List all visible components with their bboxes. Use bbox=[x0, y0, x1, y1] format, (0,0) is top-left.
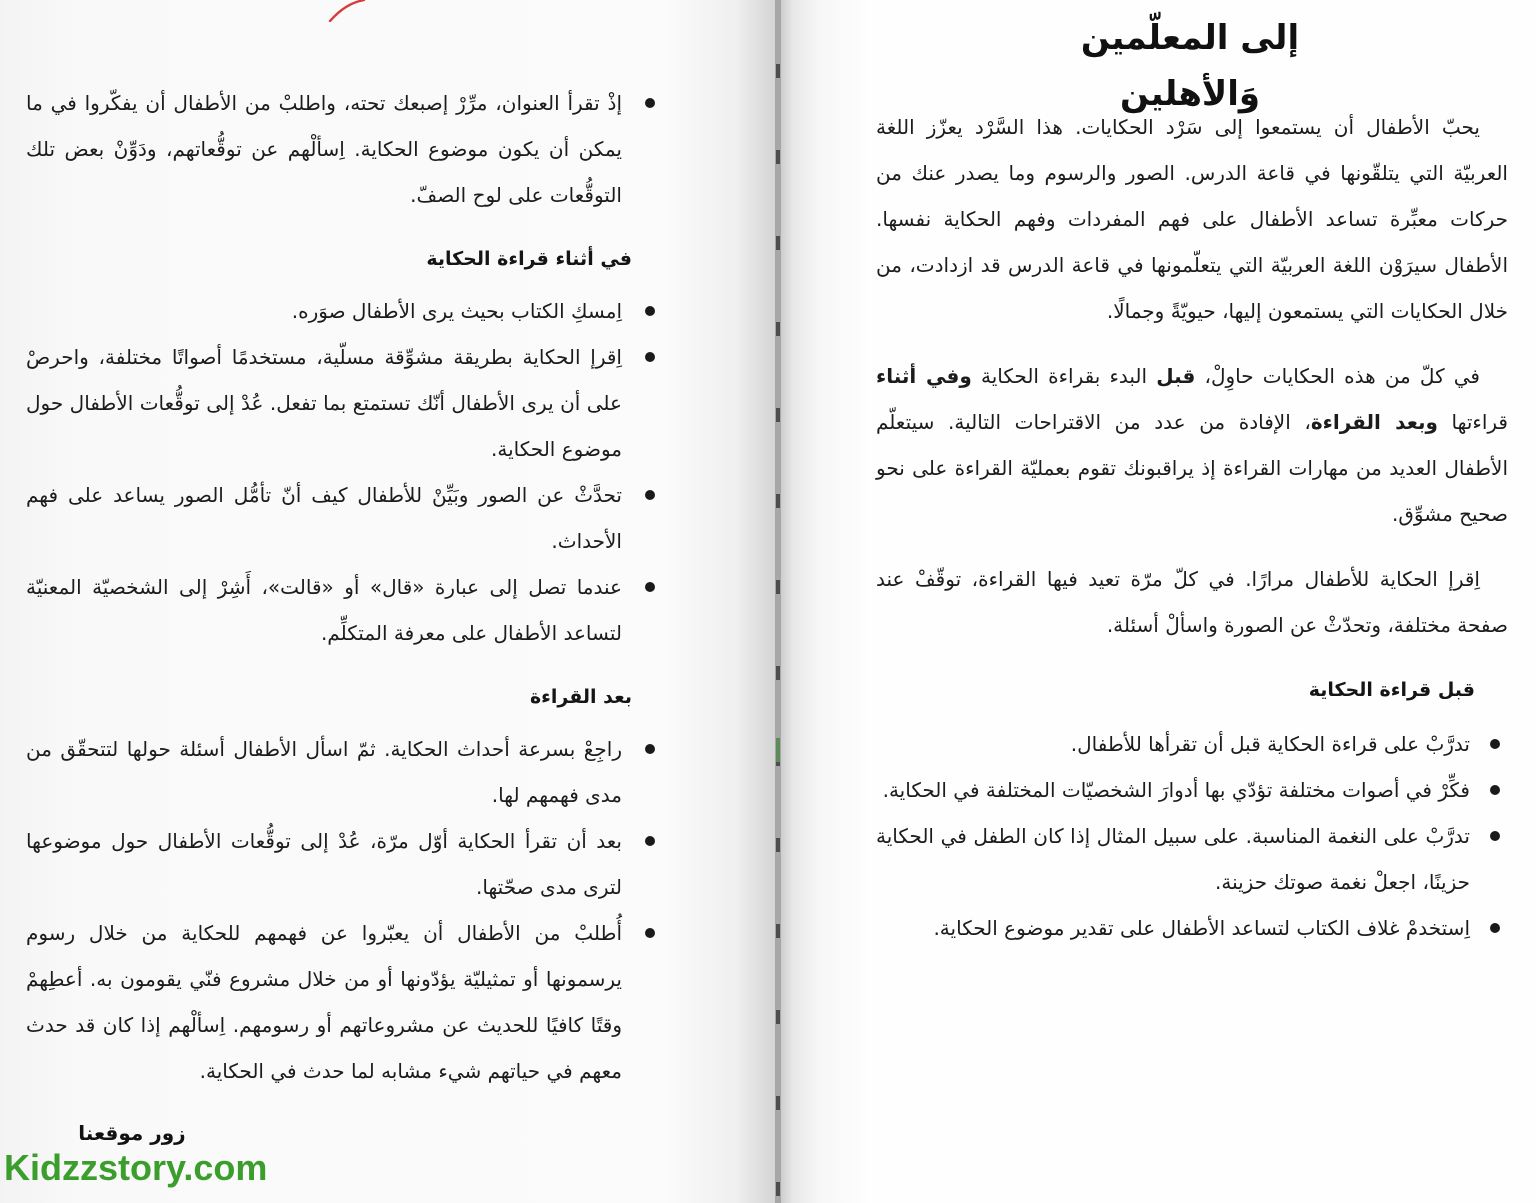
bullet-dot-icon bbox=[1490, 739, 1500, 749]
bullet-dot-icon bbox=[645, 836, 655, 846]
reread-paragraph: اِقرإ الحكاية للأطفال مرارًا. في كلّ مرّة تعيد فيها القراءة، توقّفْ عند صفحة مختلفة، وتحدّثْ عن الصورة واسألْ أسئلة. bbox=[876, 567, 1508, 637]
list-item-text: تدرَّبْ على النغمة المناسبة. على سبيل المثال إذا كان الطفل في الحكاية حزينًا، اجعلْ نغمة صوتك حزينة. bbox=[876, 824, 1470, 894]
right-page-content bbox=[876, 104, 1508, 951]
section-heading-before-reading: قبل قراءة الحكاية bbox=[1308, 679, 1475, 701]
bullet-dot-icon bbox=[645, 98, 655, 108]
section-heading-during-reading: في أثناء قراءة الحكاية bbox=[426, 248, 632, 270]
list-item-text: أُطلبْ من الأطفال أن يعبّروا عن فهمهم للحكاية من خلال رسوم يرسمونها أو تمثيليّة يؤدّونها أو من خلال مشروع فنّي يقومون به. أعطِهمْ وقتًا كافيًا للحديث عن مشروعاتهم أو رسومهم. اِسألْهم إذا كان قد حدث معهم في حياتهم شيء مشابه لما حدث في الحكاية. bbox=[26, 921, 622, 1083]
bullet-dot-icon bbox=[645, 744, 655, 754]
list-item bbox=[876, 905, 1508, 951]
paragraph-segment: قراءتها bbox=[1437, 410, 1508, 434]
bullet-dot-icon bbox=[645, 582, 655, 592]
list-item-text: إذْ تقرأ العنوان، مرِّرْ إصبعك تحته، واطلبْ من الأطفال أن يفكّروا في ما يمكن أن يكون موضوع الحكاية. اِسألْهم عن توقُّعاتهم، ودَوِّنْ بعض تلك التوقُّعات على لوح الصفّ. bbox=[26, 91, 622, 207]
list-item-text: اِمسكِ الكتاب بحيث يرى الأطفال صوَره. bbox=[291, 299, 622, 323]
list-item bbox=[26, 334, 664, 472]
bullet-dot-icon bbox=[1490, 785, 1500, 795]
list-item bbox=[26, 288, 664, 334]
watermark-site-link[interactable]: Kidzzstory.com bbox=[4, 1147, 268, 1188]
binding-thread bbox=[776, 0, 780, 1203]
intro-list bbox=[26, 80, 664, 218]
list-item-text: عندما تصل إلى عبارة «قال» أو «قالت»، أَشِرْ إلى الشخصيّة المعنيّة لتساعد الأطفال على معرفة المتكلِّم. bbox=[26, 575, 622, 645]
list-item bbox=[876, 721, 1508, 767]
list-item-text: تدرَّبْ على قراءة الحكاية قبل أن تقرأها للأطفال. bbox=[1070, 732, 1470, 756]
binding-thread-mark bbox=[776, 738, 780, 762]
list-item-text: فكِّرْ في أصوات مختلفة تؤدّي بها أدوارَ الشخصيّات المختلفة في الحكاية. bbox=[882, 778, 1470, 802]
bold-phrase-during: وفي أثناء bbox=[876, 364, 972, 388]
section-heading-after-reading: بعد القراءة bbox=[529, 686, 632, 708]
bullet-dot-icon bbox=[1490, 831, 1500, 841]
during-reading-list bbox=[26, 288, 664, 656]
list-item-text: راجِعْ بسرعة أحداث الحكاية. ثمّ اسأل الأطفال أسئلة حولها لتتحقّق من مدى فهمهم لها. bbox=[26, 737, 622, 807]
list-item bbox=[26, 818, 664, 910]
list-item-text: اِقرإ الحكاية بطريقة مشوِّقة مسلّية، مستخدمًا أصواتًا مختلفة، واحرصْ على أن يرى الأطفال أنّك تستمتع بما تفعل. عُدْ إلى توقُّعات الأطفال حول موضوع الحكاية. bbox=[26, 345, 622, 461]
watermark-visit-text: زور موقعنا bbox=[78, 1121, 186, 1145]
before-reading-list bbox=[876, 721, 1508, 951]
list-item bbox=[876, 767, 1508, 813]
list-item bbox=[26, 80, 664, 218]
paragraph-segment: ، الإفادة من عدد من الاقتراحات التالية. سيتعلّم الأطفال العديد من مهارات القراءة إذ يراقبونك تقوم بعمليّة القراءة على نحو صحيح مشوِّق. bbox=[876, 410, 1508, 526]
bold-phrase-before: قبل bbox=[1156, 364, 1196, 388]
left-page-content bbox=[26, 80, 664, 1094]
red-ink-mark-icon bbox=[326, 0, 366, 22]
bullet-dot-icon bbox=[645, 928, 655, 938]
list-item bbox=[26, 472, 664, 564]
bullet-dot-icon bbox=[645, 490, 655, 500]
bullet-dot-icon bbox=[645, 352, 655, 362]
suggestions-paragraph bbox=[876, 353, 1508, 537]
list-item-text: تحدَّثْ عن الصور وبَيِّنْ للأطفال كيف أنّ تأمُّل الصور يساعد على فهم الأحداث. bbox=[26, 483, 622, 553]
bold-phrase-after: وبعد القراءة bbox=[1310, 410, 1438, 434]
list-item bbox=[26, 910, 664, 1094]
list-item bbox=[26, 726, 664, 818]
intro-paragraph: يحبّ الأطفال أن يستمعوا إلى سَرْد الحكايات. هذا السَّرْد يعزّز اللغة العربيّة التي يتلقّونها في قاعة الدرس. الصور والرسوم وما يصدر عنك من حركات معبِّرة تساعد الأطفال على فهم المفردات وفهم الحكاية نفسها. الأطفال سيرَوْن اللغة العربيّة التي يتعلّمونها في قاعة الدرس قد ازدادت، من خلال الحكايات التي يستمعون إليها، حيويّةً وجمالًا. bbox=[876, 115, 1508, 323]
paragraph-segment: في كلّ من هذه الحكايات حاوِلْ، bbox=[1195, 364, 1480, 388]
list-item-text: اِستخدمْ غلاف الكتاب لتساعد الأطفال على تقدير موضوع الحكاية. bbox=[933, 916, 1470, 940]
page-title: إلى المعلّمين وَالأهلين bbox=[1080, 18, 1300, 114]
paragraph-segment: البدء بقراءة الحكاية bbox=[971, 364, 1157, 388]
bullet-dot-icon bbox=[1490, 923, 1500, 933]
after-reading-list bbox=[26, 726, 664, 1094]
list-item bbox=[26, 564, 664, 656]
bullet-dot-icon bbox=[645, 306, 655, 316]
list-item-text: بعد أن تقرأ الحكاية أوّل مرّة، عُدْ إلى توقُّعات الأطفال حول موضوعها لترى مدى صحّتها. bbox=[26, 829, 622, 899]
list-item bbox=[876, 813, 1508, 905]
